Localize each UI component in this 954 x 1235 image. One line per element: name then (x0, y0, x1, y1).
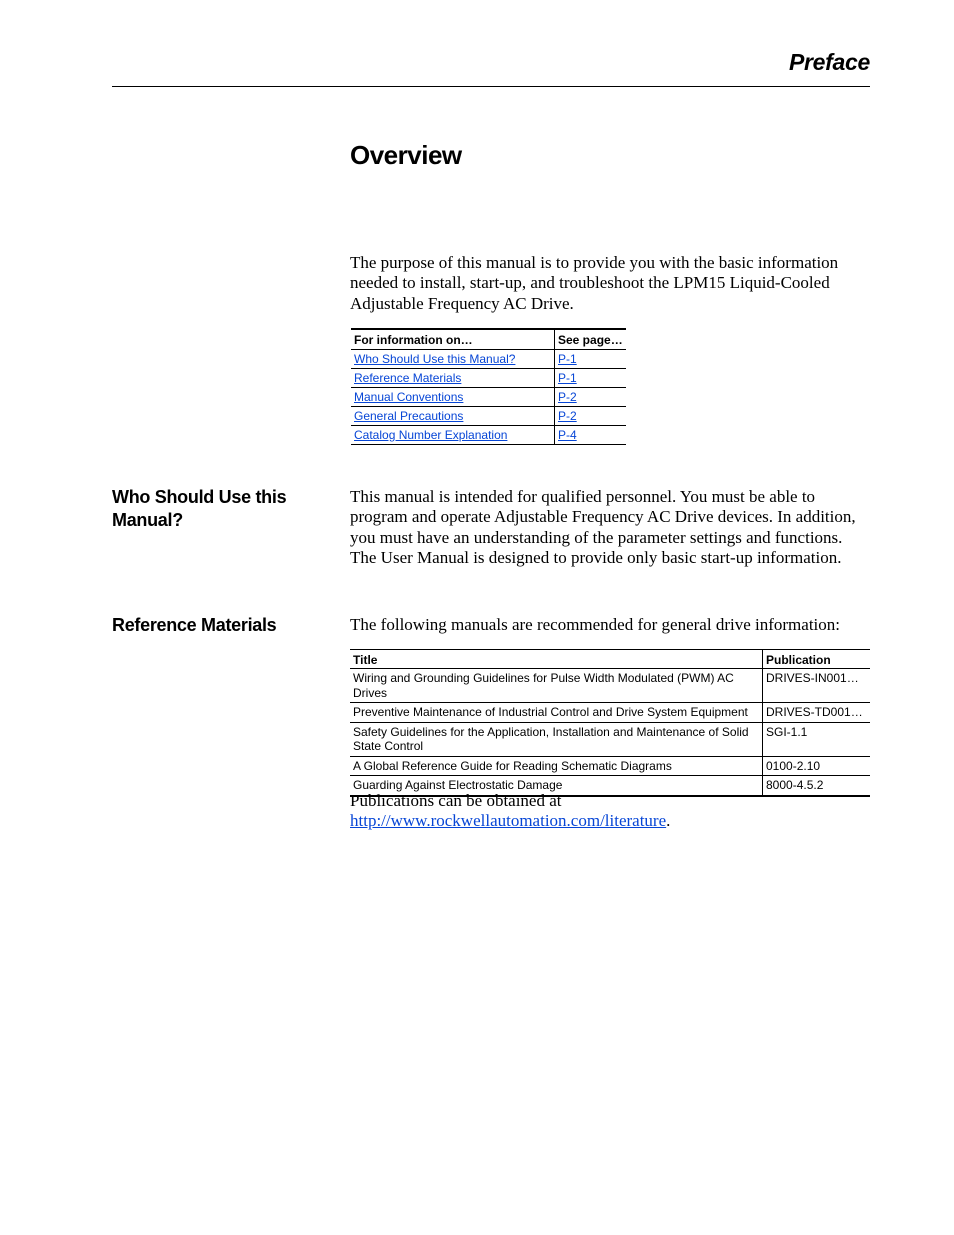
publications-header-publication: Publication (763, 650, 871, 669)
publication-number: 0100-2.10 (763, 756, 871, 776)
toc-page-link[interactable]: P-4 (558, 428, 577, 442)
publications-text: Publications can be obtained at (350, 791, 562, 810)
toc-link-manual-conventions[interactable]: Manual Conventions (354, 390, 464, 404)
reference-materials-heading: Reference Materials (112, 615, 277, 635)
toc-header-page: See page… (555, 329, 627, 350)
toc-row (351, 369, 626, 388)
table-row (350, 756, 870, 776)
section-label: Preface (788, 49, 870, 75)
toc-header-row (351, 329, 626, 350)
who-should-use-heading: Who Should Use this Manual? (112, 487, 287, 530)
who-should-use-paragraph: This manual is intended for qualified personnel. You must be able to program and operate Adjustable Frequency AC Drive devices. In addition, you must have an understanding of the parameter settings and functions. The User Manual is designed to provide only basic start-up information. (350, 487, 856, 568)
toc-link-who-should-use[interactable]: Who Should Use this Manual? (354, 352, 516, 366)
toc-link-catalog-number[interactable]: Catalog Number Explanation (354, 428, 508, 442)
literature-link[interactable]: http://www.rockwellautomation.com/literature (350, 811, 667, 831)
publication-number: DRIVES-IN001… (763, 669, 871, 703)
table-row (350, 703, 870, 723)
publications-availability (350, 791, 870, 832)
header-rule (112, 86, 870, 87)
publication-title: A Global Reference Guide for Reading Schematic Diagrams (350, 756, 763, 776)
publication-title: Safety Guidelines for the Application, Installation and Maintenance of Solid State Control (350, 722, 763, 756)
toc-page-link[interactable]: P-2 (558, 409, 577, 423)
toc-row (351, 426, 626, 445)
intro-paragraph: The purpose of this manual is to provide you with the basic information needed to install, start-up, and troubleshoot the LPM15 Liquid-Cooled Adjustable Frequency AC Drive. (350, 253, 839, 313)
toc-page-link[interactable]: P-2 (558, 390, 577, 404)
table-row (350, 722, 870, 756)
publication-number: 8000-4.5.2 (763, 776, 871, 796)
toc-row (351, 407, 626, 426)
publication-title: Wiring and Grounding Guidelines for Pulse Width Modulated (PWM) AC Drives (350, 669, 763, 703)
publications-header-title: Title (350, 650, 763, 669)
toc-table (351, 328, 626, 445)
publication-number: DRIVES-TD001… (763, 703, 871, 723)
page-title: Overview (350, 140, 462, 170)
toc-page-link[interactable]: P-1 (558, 352, 577, 366)
toc-page-link[interactable]: P-1 (558, 371, 577, 385)
toc-header-topic: For information on… (351, 329, 555, 350)
publication-title: Preventive Maintenance of Industrial Control and Drive System Equipment (350, 703, 763, 723)
publications-suffix: . (666, 811, 671, 831)
toc-row (351, 350, 626, 369)
reference-materials-intro: The following manuals are recommended for general drive information: (350, 615, 840, 634)
toc-row (351, 388, 626, 407)
table-row (350, 669, 870, 703)
publication-number: SGI-1.1 (763, 722, 871, 756)
publications-header-row (350, 650, 870, 669)
toc-link-reference-materials[interactable]: Reference Materials (354, 371, 462, 385)
publications-table (350, 649, 870, 797)
toc-link-general-precautions[interactable]: General Precautions (354, 409, 464, 423)
publication-title: Guarding Against Electrostatic Damage (350, 776, 763, 796)
